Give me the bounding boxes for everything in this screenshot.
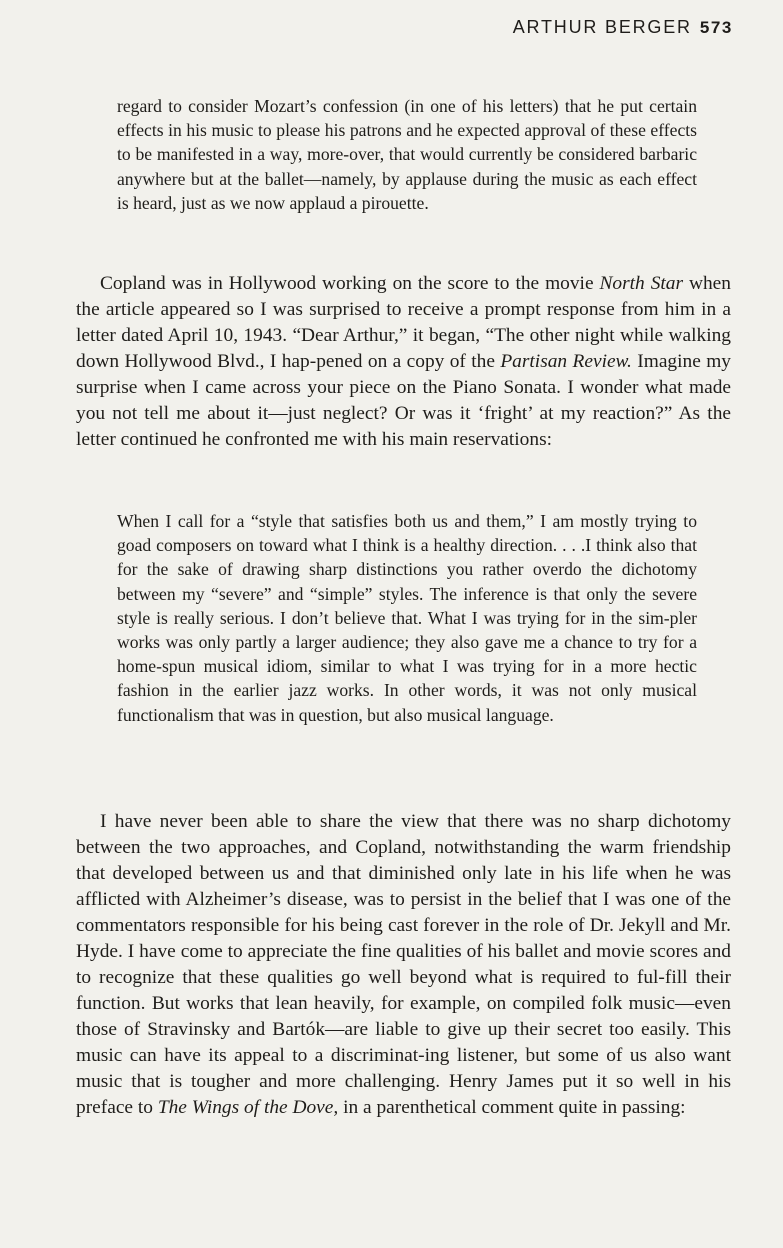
running-header [513,17,733,39]
block-quote-text: When I call for a “style that satisfies both us and them,” I am mostly trying to goad composers on toward what I think is a healthy direction. . . .I think also that for the sake of drawing sharp distinctions you rather overdo the dichotomy between my “severe” and “simple” styles. The inference is that only the severe style is really serious. I don’t believe that. What I was trying for in the sim-pler works was only partly a larger audience; they also gave me a chance to try for a home-spun musical idiom, similar to what I was trying for in a more hectic fashion in the earlier jazz works. In other words, it was not only musical functionalism that was in question, but also musical language. [117,511,697,725]
body-paragraph-dichotomy [76,809,731,1121]
paragraph-span: Imagine my surprise when I came across your piece on the Piano Sonata. I wonder what made you not tell me about it—just neglect? Or was it ‘fright’ at my reaction?” As the letter continued he confronted me with his main reservations: [76,351,731,450]
block-quote-mozart [117,94,697,215]
film-title: North Star [599,273,684,294]
block-quote-copland-letter [117,509,697,727]
running-head-title: ARTHUR BERGER [512,17,692,37]
block-quote-text: regard to consider Mozart’s confession (in one of his letters) that he put certain effects in his music to please his patrons and he expected approval of these effects to be manifested in a way, more-over, that would currently be considered barbaric anywhere but at the ballet—namely, by applause during the music as each effect is heard, just as we now applaud a pirouette. [117,96,697,213]
body-paragraph-copland-letter [76,271,731,453]
paragraph-span: when the article appeared so I was surprised to receive a prompt response from him in a letter dated April 10, 1943. “Dear Arthur,” it began, “The other night while walking down Hollywood Blvd., I hap-pened on a copy of the [76,273,731,372]
paragraph-span: in a parenthetical comment quite in passing: [338,1097,686,1118]
journal-title: Partisan Review. [500,351,632,372]
page-number: 573 [699,18,733,37]
paragraph-text [76,809,731,1121]
paragraph-text [76,271,731,453]
paragraph-span: I have never been able to share the view that there was no sharp dichotomy between the two approaches, and Copland, notwithstanding the warm friendship that developed between us and that diminished only late in his life when he was afflicted with Alzheimer’s disease, was to persist in the belief that I was one of the commentators responsible for his being cast forever in the role of Dr. Jekyll and Mr. Hyde. I have come to appreciate the fine qualities of his ballet and movie scores and to recognize that these qualities go well beyond what is required to ful-fill their function. But works that lean heavily, for example, on compiled folk music—even those of Stravinsky and Bartók—are liable to give up their secret too easily. This music can have its appeal to a discriminat-ing listener, but some of us also want music that is tougher and more challenging. Henry James put it so well in his preface to [76,811,731,1118]
paragraph-span: Copland was in Hollywood working on the score to the movie [100,273,600,294]
book-title: The Wings of the Dove, [157,1097,339,1118]
